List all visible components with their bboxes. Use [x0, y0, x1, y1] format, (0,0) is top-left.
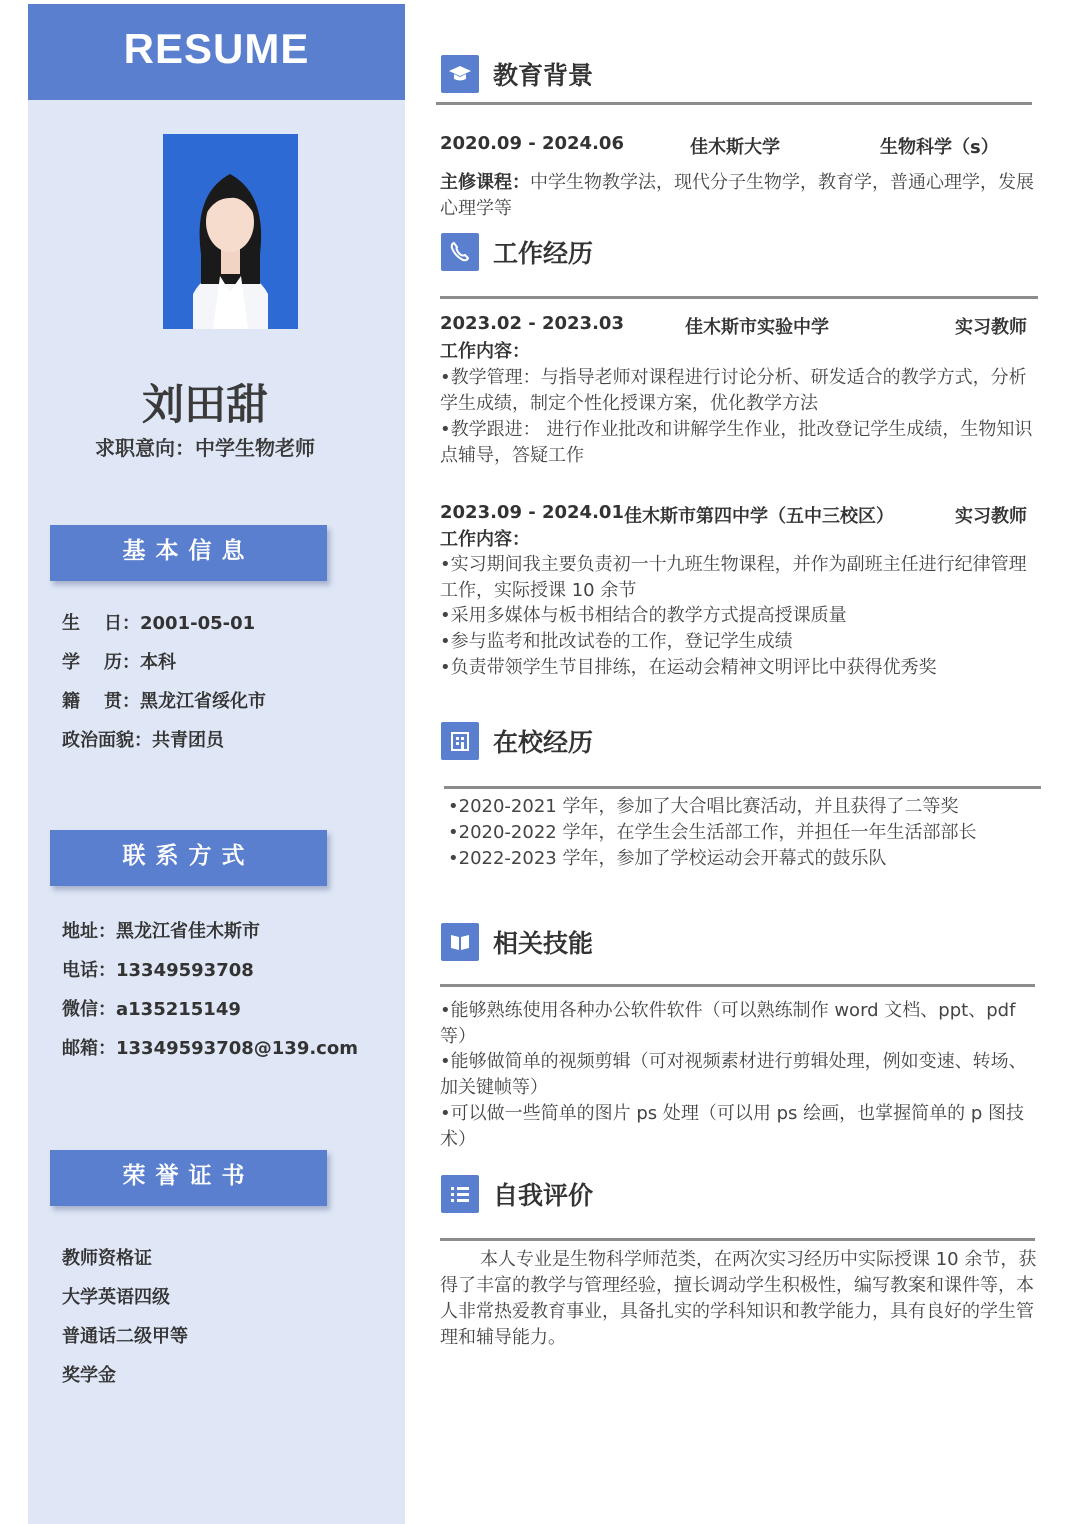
job-row	[440, 313, 1036, 339]
campus-item: •2022-2023 学年，参加了学校运动会开幕式的鼓乐队	[448, 848, 887, 869]
job-duty: •教学跟进： 进行作业批改和讲解学生作业，批改登记学生成绩，生物知识点辅导，答疑工作	[440, 419, 1033, 466]
job-duty: •实习期间我主要负责初一十九班生物课程，并作为副班主任进行纪律管理工作，实际授课 10 余节	[440, 554, 1027, 601]
job-row	[440, 502, 1036, 528]
email-item: 邮箱：13349593708@139.com	[62, 1038, 358, 1059]
skills-divider	[440, 984, 1035, 987]
job-duty: •采用多媒体与板书相结合的教学方式提高授课质量	[440, 605, 847, 626]
education-major: 生物科学（s）	[880, 137, 999, 158]
honors-list	[62, 1244, 382, 1400]
political-status-value: ：共青团员	[134, 730, 224, 751]
honor-item: 普通话二级甲等	[62, 1326, 188, 1347]
building-icon	[441, 722, 479, 760]
education-date: 2020.09 - 2024.06	[440, 133, 624, 154]
phone-icon	[441, 233, 479, 271]
courses-value: 中学生物教学法，现代分子生物学，教育学，普通心理学，发展心理学等	[440, 172, 1034, 219]
political-status-label: 政治面貌	[62, 730, 134, 751]
hometown-value: ：黑龙江省绥化市	[122, 691, 266, 712]
campus-item: •2020-2021 学年，参加了大合唱比赛活动，并且获得了二等奖	[448, 796, 959, 817]
skill-item: •可以做一些简单的图片 ps 处理（可以用 ps 绘画，也掌握简单的 p 图技术）	[440, 1103, 1024, 1150]
address-item: 地址：黑龙江省佳木斯市	[62, 921, 260, 942]
campus-divider	[444, 786, 1041, 789]
education-school: 佳木斯大学	[690, 137, 780, 158]
birthday-label: 生	[62, 613, 80, 634]
job-objective: 求职意向：中学生物老师	[95, 436, 315, 460]
skill-item: •能够熟练使用各种办公软件软件（可以熟练制作 word 文档、ppt、pdf 等）	[440, 1000, 1016, 1047]
education-level-value: ：本科	[122, 652, 176, 673]
contact-list	[62, 917, 382, 1073]
skill-item: •能够做简单的视频剪辑（可对视频素材进行剪辑处理，例如变速、转场、加关键帧等）	[440, 1051, 1027, 1098]
education-divider	[436, 102, 1032, 105]
honor-item: 奖学金	[62, 1365, 116, 1386]
job-duty: •参与监考和批改试卷的工作，登记学生成绩	[440, 631, 793, 652]
self-evaluation-text: 本人专业是生物科学师范类，在两次实习经历中实际授课 10 余节，获得了丰富的教学与管理经验，擅长调动学生积极性，编写教案和课件等，本人非常热爱教育事业，具备扎实的学科知识和教学能力，具有良好的学生管理和辅导能力。	[440, 1249, 1037, 1348]
education-title: 教育背景	[493, 61, 594, 90]
portrait-illustration	[163, 134, 298, 329]
profile-photo	[163, 134, 298, 329]
self-divider	[440, 1238, 1035, 1241]
book-icon	[441, 923, 479, 961]
courses-label: 主修课程：	[440, 172, 530, 193]
job-content-label: 工作内容：	[440, 529, 530, 550]
honor-item: 教师资格证	[62, 1248, 152, 1269]
education-level-row: 学 历 ：本科	[62, 648, 382, 687]
contact-heading: 联系方式	[50, 830, 327, 886]
job-content-label: 工作内容：	[440, 341, 530, 362]
skills-section-title	[441, 922, 593, 962]
campus-title: 在校经历	[493, 728, 594, 757]
job-role: 实习教师	[955, 506, 1027, 527]
job-date: 2023.02 - 2023.03	[440, 313, 624, 334]
work-title: 工作经历	[493, 239, 594, 268]
basic-info-list	[62, 609, 382, 765]
honors-heading: 荣誉证书	[50, 1150, 327, 1206]
basic-info-heading: 基本信息	[50, 525, 327, 581]
hometown-label: 籍	[62, 691, 80, 712]
education-level-label: 学	[62, 652, 80, 673]
political-status-row	[62, 726, 382, 765]
self-section-title	[441, 1174, 593, 1214]
job-org: 佳木斯市实验中学	[685, 317, 829, 338]
graduation-cap-icon	[441, 55, 479, 93]
self-title: 自我评价	[493, 1181, 594, 1210]
job-role: 实习教师	[955, 317, 1027, 338]
skills-title: 相关技能	[493, 929, 594, 958]
birthday-value: ：2001-05-01	[122, 613, 256, 634]
job-duty: •教学管理：与指导老师对课程进行讨论分析、研发适合的教学方式，分析学生成绩，制定个性化授课方案，优化教学方法	[440, 367, 1027, 414]
education-section-title	[441, 54, 593, 94]
birthday-row: 生 日 ：2001-05-01	[62, 609, 382, 648]
campus-item: •2020-2022 学年，在学生会生活部工作，并担任一年生活部部长	[448, 822, 977, 843]
campus-section-title	[441, 721, 593, 761]
job-date: 2023.09 - 2024.01	[440, 502, 624, 523]
job-duty: •负责带领学生节目排练，在运动会精神文明评比中获得优秀奖	[440, 657, 937, 678]
list-icon	[441, 1175, 479, 1213]
work-divider	[440, 296, 1038, 299]
phone-item: 电话：13349593708	[62, 960, 254, 981]
work-section-title	[441, 232, 593, 272]
education-row	[440, 133, 1036, 159]
resume-banner: RESUME	[28, 4, 405, 100]
wechat-item: 微信：a135215149	[62, 999, 241, 1020]
hometown-row: 籍 贯 ：黑龙江省绥化市	[62, 687, 382, 726]
honor-item: 大学英语四级	[62, 1287, 170, 1308]
courses-text	[440, 170, 1035, 222]
job-org: 佳木斯市第四中学（五中三校区）	[624, 506, 894, 527]
candidate-name: 刘田甜	[141, 380, 268, 429]
